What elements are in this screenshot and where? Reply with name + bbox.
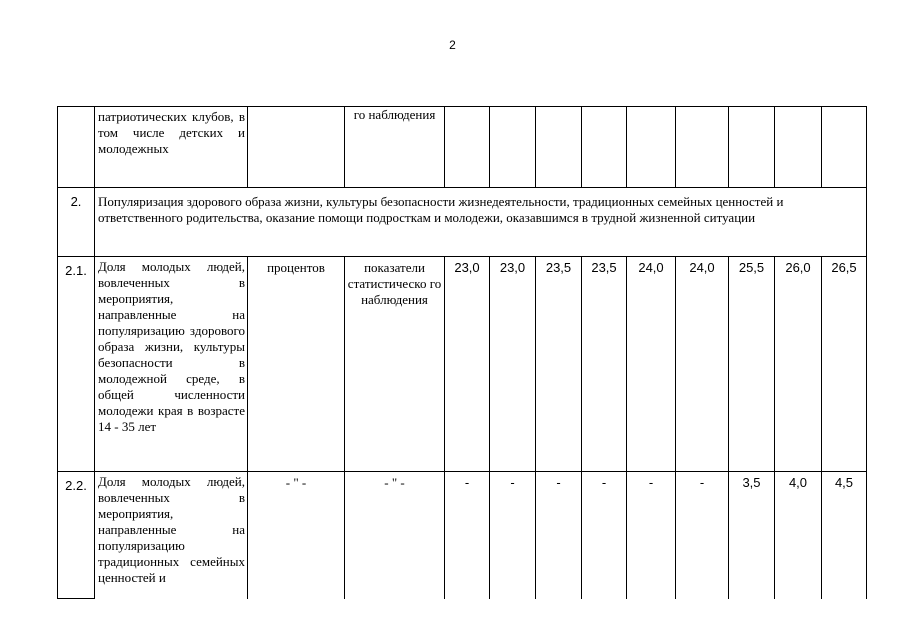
value-cell: 24,0 [627, 257, 676, 472]
value-cell: - [582, 472, 627, 599]
indicator-name: Доля молодых людей, вовлеченных в мероприятия, направленные на популяризацию здорового образа жизни, культуры безопасности в молодежной среде, в общей численности молодежи края в возрасте 14 - 35 лет [95, 257, 248, 472]
page-number: 2 [449, 38, 456, 52]
value-cell: 26,5 [822, 257, 867, 472]
section-row [58, 188, 867, 257]
continued-value-cell [729, 107, 775, 188]
continued-value-cell [490, 107, 536, 188]
unit-cell: процентов [248, 257, 345, 472]
value-cell: 25,5 [729, 257, 775, 472]
source-cell: - " - [345, 472, 445, 599]
value-cell: - [676, 472, 729, 599]
table-row [58, 472, 867, 599]
continued-value-cell [627, 107, 676, 188]
value-cell: - [490, 472, 536, 599]
value-cell: 23,0 [445, 257, 490, 472]
value-cell: 24,0 [676, 257, 729, 472]
value-cell: 23,5 [536, 257, 582, 472]
source-cell: показатели статистическо го наблюдения [345, 257, 445, 472]
indicators-table [57, 106, 867, 599]
continued-source-cell: го наблюдения [345, 107, 445, 188]
section-index: 2. [58, 188, 95, 257]
section-title: Популяризация здорового образа жизни, культуры безопасности жизнедеятельности, традиционных семейных ценностей и ответственного родительства, оказание помощи подросткам и молодежи, оказавшимся в трудной жизненной ситуации [95, 188, 867, 257]
value-cell: 23,0 [490, 257, 536, 472]
value-cell: - [536, 472, 582, 599]
value-cell: 3,5 [729, 472, 775, 599]
row-index: 2.2. [58, 472, 95, 599]
continued-value-cell [775, 107, 822, 188]
value-cell: 4,5 [822, 472, 867, 599]
continued-value-cell [536, 107, 582, 188]
continued-index-cell [58, 107, 95, 188]
continued-value-cell [582, 107, 627, 188]
value-cell: - [445, 472, 490, 599]
value-cell: 26,0 [775, 257, 822, 472]
value-cell: - [627, 472, 676, 599]
continued-row [58, 107, 867, 188]
value-cell: 23,5 [582, 257, 627, 472]
continued-value-cell [676, 107, 729, 188]
continued-unit-cell [248, 107, 345, 188]
value-cell: 4,0 [775, 472, 822, 599]
continued-name-cell: патриотических клубов, в том числе детских и молодежных [95, 107, 248, 188]
row-index: 2.1. [58, 257, 95, 472]
continued-value-cell [822, 107, 867, 188]
continued-value-cell [445, 107, 490, 188]
indicator-name: Доля молодых людей, вовлеченных в мероприятия, направленные на популяризацию традиционных семейных ценностей и [95, 472, 248, 599]
table-row [58, 257, 867, 472]
unit-cell: - " - [248, 472, 345, 599]
